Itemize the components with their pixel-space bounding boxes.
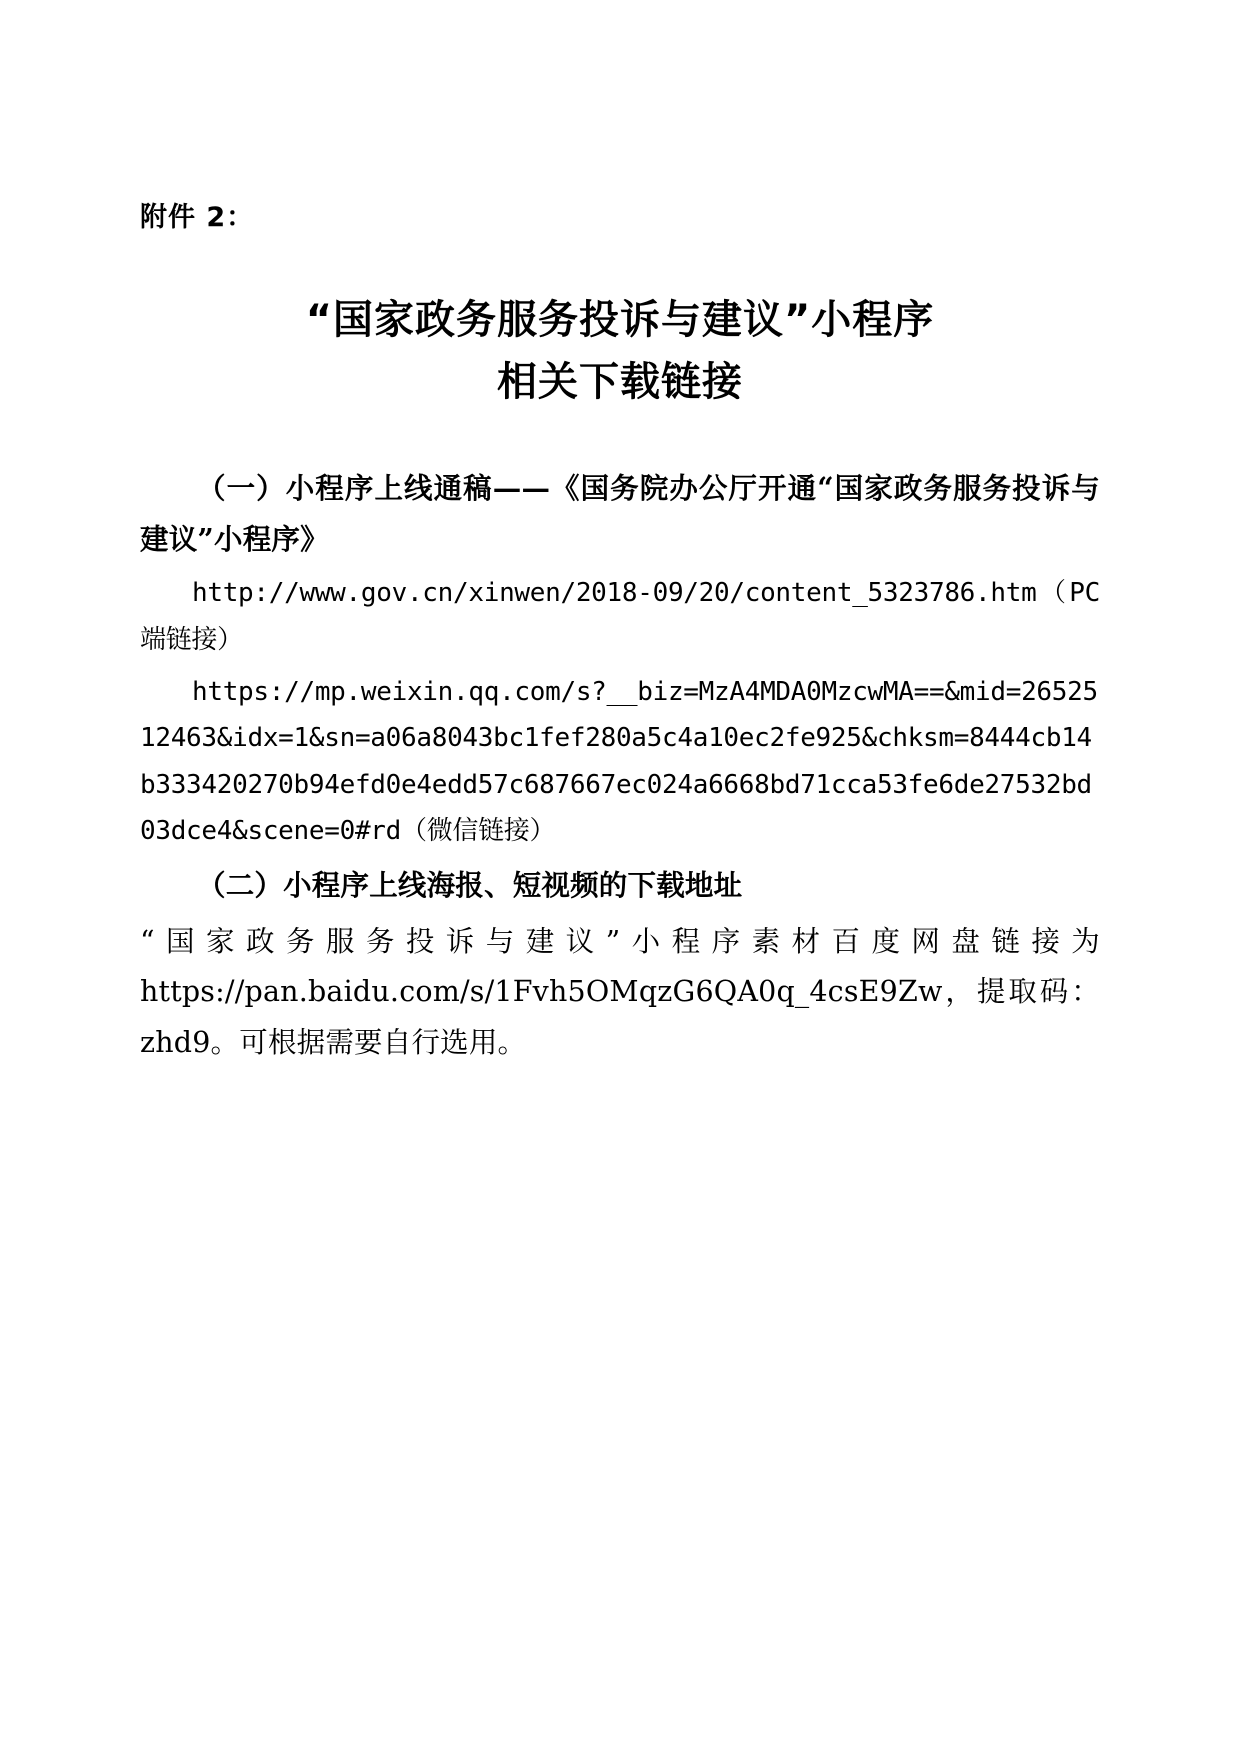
section-one-pc-link[interactable]: http://www.gov.cn/xinwen/2018-09/20/content_5323786.htm（PC 端链接）	[140, 578, 1100, 655]
attachment-label: 附件 2：	[140, 202, 255, 233]
page-title-line-2: 相关下载链接	[497, 359, 743, 405]
section-one-heading: （一）小程序上线通稿——《国务院办公厅开通“国家政务服务投诉与建议”小程序》	[140, 471, 1100, 556]
page-title	[140, 289, 1100, 413]
page-title-line-1: “国家政务服务投诉与建议”小程序	[305, 297, 935, 343]
section-two-body: “国家政务服务投诉与建议”小程序素材百度网盘链接为 https://pan.baidu.com/s/1Fvh5OMqzG6QA0q_4csE9Zw，提取码：zhd9。可根据需要自行选用。	[140, 924, 1100, 1060]
section-one-wechat-link[interactable]: https://mp.weixin.qq.com/s?__biz=MzA4MDA0MzcwMA==&mid=2652512463&idx=1&sn=a06a8043bc1fef280a5c4a10ec2fe925&chksm=8444cb14b333420270b94efd0e4edd57c687667ec024a6668bd71cca53fe6de27532bd03dce4&scene=0#rd（微信链接）	[140, 676, 1098, 846]
section-two-heading: （二）小程序上线海报、短视频的下载地址	[197, 868, 743, 903]
